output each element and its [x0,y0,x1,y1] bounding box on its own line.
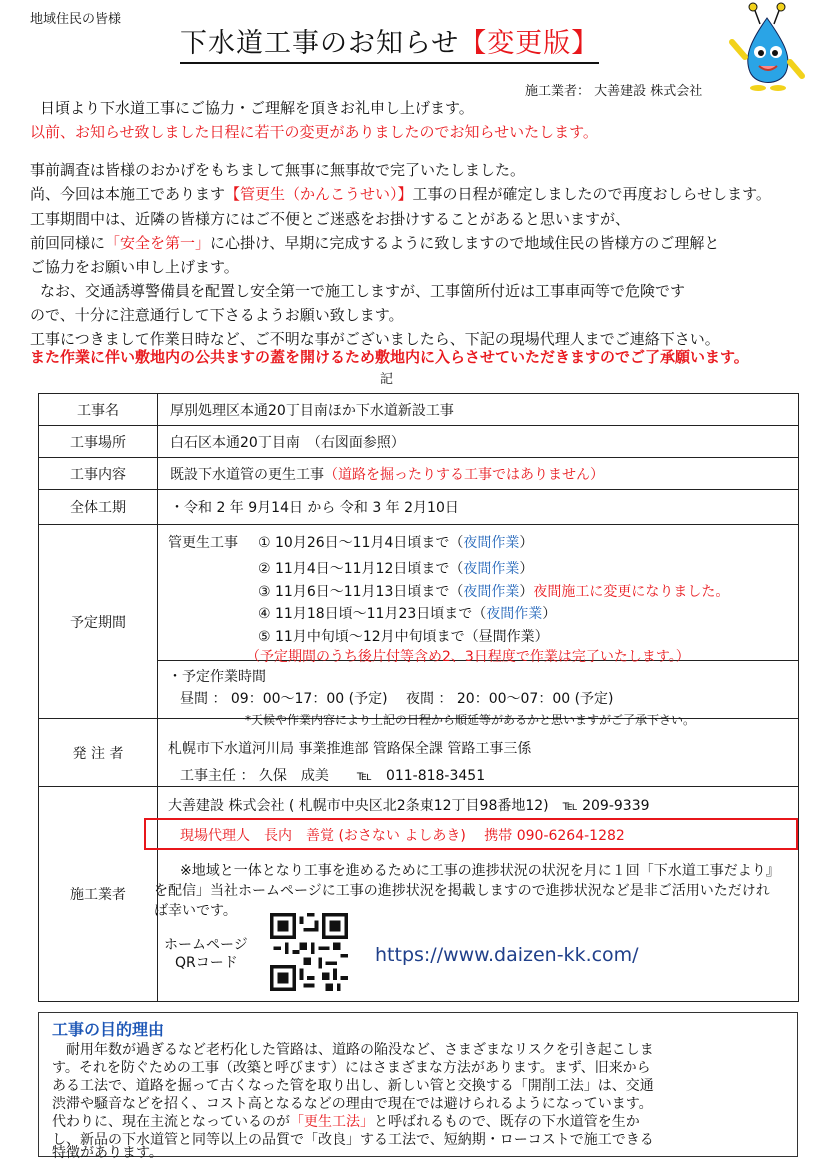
water-drop-mascot-icon [720,2,810,92]
page-title [180,27,599,64]
schedule-1-night: 夜間作業 [463,535,520,551]
intro-p5: 工事期間中は、近隣の皆様方にはご不便とご迷惑をお掛けすることがあると思いますが、 [30,210,631,228]
intro-p4c: 工事の日程が確定しましたので再度おしらせします。 [412,185,771,203]
schedule-4-text: ④ 11月18日頃～11月23日頃まで（ [258,606,487,622]
schedule-label: 予定期間 [39,525,158,719]
intro-p6 [30,233,719,253]
content-label: 工事内容 [39,458,158,490]
schedule-note: （予定期間のうち後片付等含め2、3日程度で作業は完了いたします。） [246,649,690,665]
purpose-line-1: 耐用年数が過ぎるなど老朽化した管路は、道路の陥没など、さまざまなリスクを引き起こしま [52,1042,654,1058]
website-link[interactable]: https://www.daizen-kk.com/ [375,944,639,966]
schedule-3-change: 夜間施工に変更になりました。 [533,584,730,600]
schedule-head: 管更生工事 [168,535,238,551]
schedule-2 [258,558,533,578]
schedule-1 [258,532,533,552]
memo-mark: 記 [380,372,394,387]
intro-p4b: 【管更生（かんこうせい）】 [225,185,413,203]
schedule-4 [258,603,556,623]
content-value [158,458,799,490]
schedule-4-close: ） [542,606,557,622]
schedule-5: ⑤ 11月中旬頃～12月中旬頃まで（昼間作業） [258,629,549,645]
schedule-3-night: 夜間作業 [463,584,520,600]
qr-code-icon[interactable] [270,913,348,991]
schedule-3-text: ③ 11月6日～11月13日頃まで（ [258,584,464,600]
place-label: 工事場所 [39,426,158,458]
purpose-line-4: 渋滞や騒音などを招く、コスト高となるなどの理由で現在では避けられるようになっています。 [52,1096,653,1112]
schedule-4-night: 夜間作業 [486,606,543,622]
title-tag: 【変更版】 [459,28,600,59]
schedule-1-close: ） [519,535,534,551]
purpose-l5a: 代わりに、現在主流となっているのが [52,1114,290,1130]
intro-p3: 事前調査は皆様のおかげをもちまして無事に無事故で完了いたしました。 [30,161,526,179]
purpose-line-3: ある工法で、道路を掘って古くなった管を取り出し、新しい管と交換する「開削工法」は、交通 [52,1078,654,1094]
contractor-line: 施工業者： 大善建設 株式会社 [525,84,703,99]
greeting: 地域住民の皆様 [30,12,122,27]
intro-p4a: 尚、今回は本施工であります [30,185,226,203]
schedule-2-night: 夜間作業 [463,561,520,577]
site-rep: 現場代理人 長内 善覚 (おさない よしあき) 携帯 090-6264-1282 [180,828,625,844]
worktime: 昼間 ： 09：00～17：00 (予定) 夜間 ： 20：00～07：00 (予定) [180,691,614,707]
contractor-label: 施工業者 [39,787,158,1002]
client-label: 発 注 者 [39,719,158,787]
purpose-line-5 [52,1111,640,1131]
worktime-note: *天候や作業内容により上記の日程から順延等があるかと思いますがご了承下さい。 [245,713,696,727]
schedule-3-close: ） [519,584,534,600]
intro-p6b: 「安全を第一」 [105,234,211,252]
intro-p7: ご協力をお願い申し上げます。 [30,258,239,276]
intro-p6c: に心掛け、早期に完成するように致しますので地域住民の皆様方のご理解と [210,234,720,252]
client-value: 札幌市下水道河川局 事業推進部 管路保全課 管路工事三係 [168,741,532,757]
intro-p6a: 前回同様に [30,234,106,252]
purpose-line-7: 特徴があります。 [52,1145,163,1161]
place-value: 白石区本通20丁目南 （右図面参照） [158,426,799,458]
newsletter-3: ば幸いです。 [154,903,237,919]
intro-p10: 工事につきまして作業日時など、ご不明な事がございましたら、下記の現場代理人までご連絡下さい。 [30,330,720,348]
period-label: 全体工期 [39,490,158,525]
purpose-l5c: と呼ばれるもので、既存の下水道管を生か [374,1114,640,1130]
qr-label-1: ホームページ [164,937,248,953]
worktime-head: ・予定作業時間 [168,669,266,685]
name-label: 工事名 [39,394,158,426]
schedule-1-text: ① 10月26日～11月4日頃まで（ [258,535,464,551]
content-text: 既設下水道管の更生工事 [170,466,324,483]
purpose-line-6: し、新品の下水道管と同等以上の品質で「改良」する工法で、短納期・ローコストで施工できる [52,1132,654,1148]
qr-label-2: QRコード [175,955,238,971]
contractor-value: 大善建設 株式会社 ( 札幌市中央区北2条東12丁目98番地12) ℡ 209-9339 [168,798,650,814]
content-note: （道路を掘ったりする工事ではありません） [324,466,604,483]
intro-p1: 日頃より下水道工事にご協力・ご理解を頂きお礼申し上げます。 [40,99,474,117]
schedule-2-close: ） [519,561,534,577]
intro-p11: また作業に伴い敷地内の公共ますの蓋を開けるため敷地内に入らさせていただきますのでご了承願います。 [30,348,749,366]
schedule-3 [258,581,729,601]
schedule-2-text: ② 11月4日～11月12日頃まで（ [258,561,464,577]
name-value: 厚別処理区本通20丁目南ほか下水道新設工事 [158,394,799,426]
newsletter-1: ※地域と一体となり工事を進めるために工事の進捗状況の状況を月に１回「下水道工事だより』 [180,863,780,879]
period-value: ・令和 2 年 9月14日 から 令和 3 年 2月10日 [158,490,799,525]
newsletter-2: を配信」当社ホームページに工事の進捗状況を掲載しますので進捗状況など是非ご活用いただけれ [154,883,770,899]
intro-p9: ので、十分に注意通行して下さるようお願い致します。 [30,306,404,324]
purpose-title: 工事の目的理由 [52,1020,165,1039]
intro-p8: なお、交通誘導警備員を配置し安全第一で施工しますが、工事箇所付近は工事車両等で危険です [40,282,686,300]
client-chief: 工事主任 ： 久保 成美 ℡ 011-818-3451 [180,768,486,784]
purpose-l5b: 「更生工法」 [290,1114,374,1130]
intro-change-notice: 以前、お知らせ致しました日程に若干の変更がありましたのでお知らせいたします。 [30,123,598,141]
purpose-line-2: す。それを防ぐための工事（改築と呼びます）にはさまざまな方法があります。まず、旧来から [52,1060,651,1076]
title-main: 下水道工事のお知らせ [180,28,460,59]
intro-p4 [30,184,771,204]
